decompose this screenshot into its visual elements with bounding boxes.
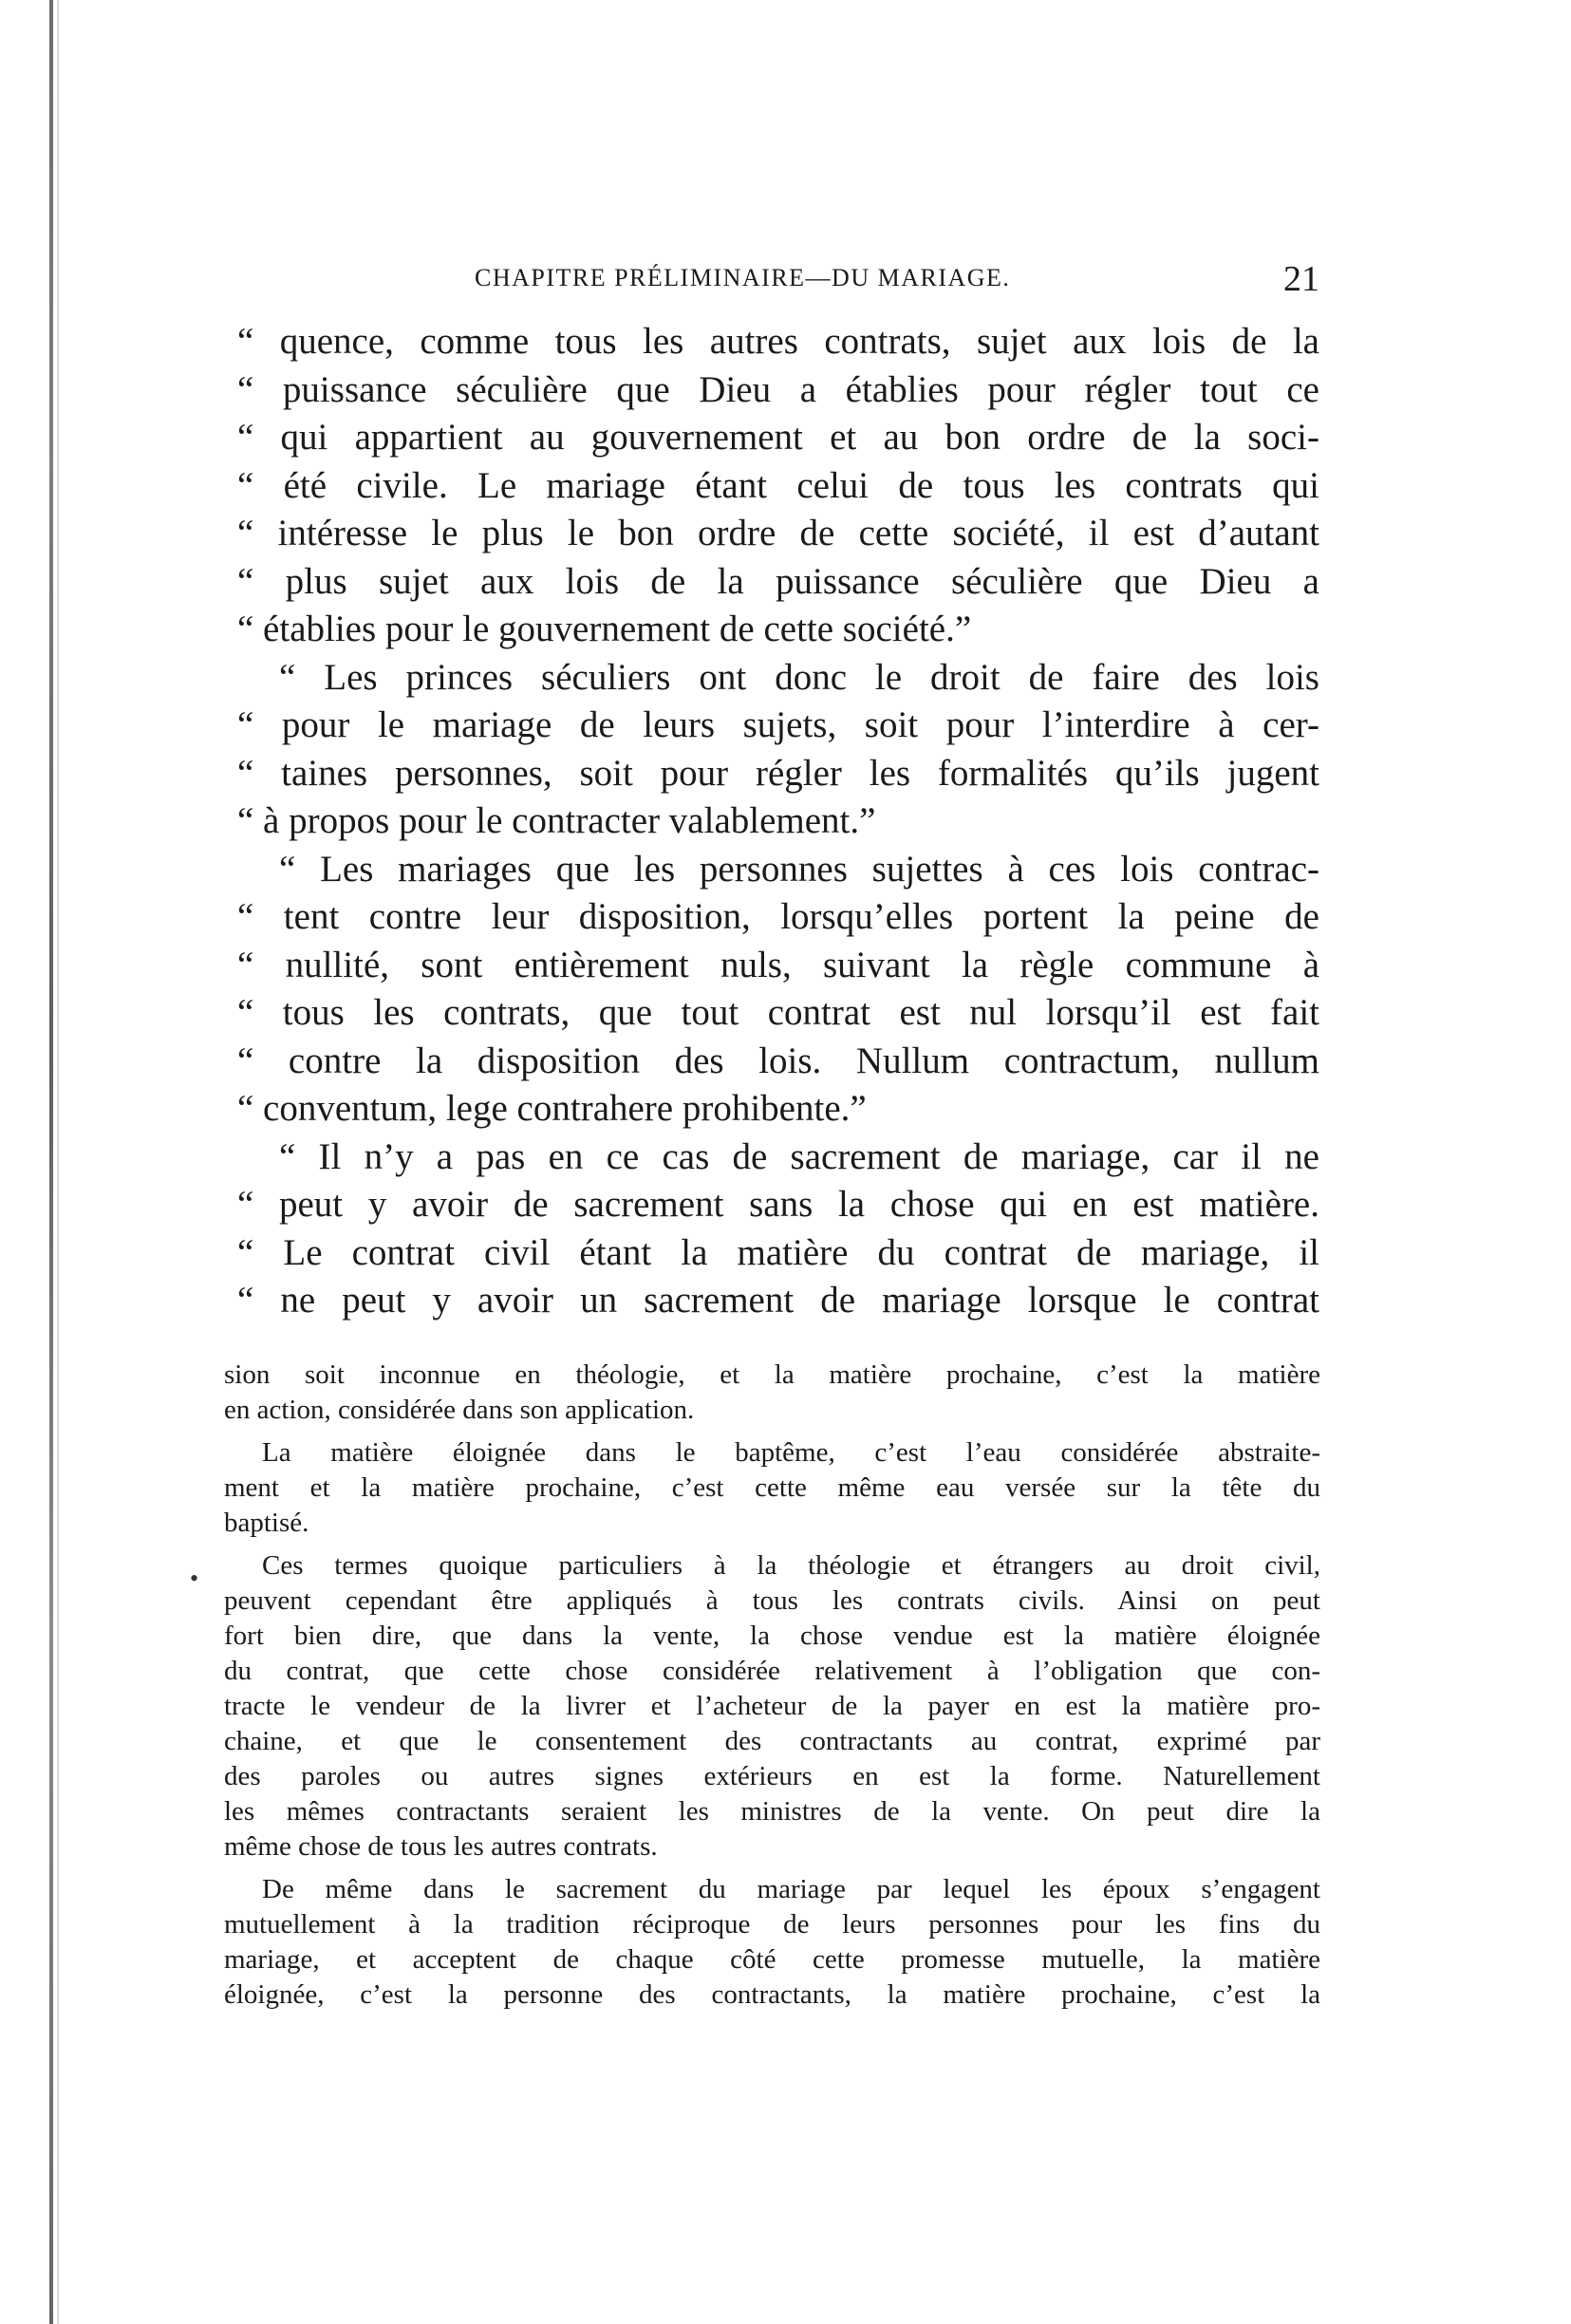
footnote-line: De même dans le sacrement du mariage par lequel les époux s’engagent [262, 1874, 1320, 1904]
footnote-line: éloignée, c’est la personne des contractants, la matière prochaine, c’est la [224, 1979, 1320, 2010]
text-line: “ à propos pour le contracter valablement.” [237, 800, 876, 841]
text-line: “ été civile. Le mariage étant celui de tous les contrats qui [237, 464, 1319, 506]
page-binding-edge [49, 0, 53, 2324]
stray-mark-icon: • [190, 1565, 199, 1592]
footnote-line: mariage, et acceptent de chaque côté cette promesse mutuelle, la matière [224, 1944, 1320, 1975]
text-line: “ contre la disposition des lois. Nullum contractum, nullum [237, 1040, 1319, 1081]
text-line: “ conventum, lege contrahere prohibente.” [237, 1088, 867, 1129]
footnote-paragraph [224, 1435, 1320, 1541]
footnote-line: tracte le vendeur de la livrer et l’acheteur de la payer en est la matière pro- [224, 1691, 1320, 1721]
text-line: “ peut y avoir de sacrement sans la chose qui en est matière. [237, 1184, 1319, 1225]
footnote-line: ment et la matière prochaine, c’est cette même eau versée sur la tête du [224, 1472, 1320, 1503]
text-line: “ nullité, sont entièrement nuls, suivant la règle commune à [237, 944, 1319, 985]
footnote-line: en action, considérée dans son application. [224, 1395, 695, 1425]
footnote-line: mutuellement à la tradition réciproque de leurs personnes pour les fins du [224, 1909, 1320, 1940]
text-line: “ intéresse le plus le bon ordre de cette société, il est d’autant [237, 513, 1319, 553]
footnote-line: des paroles ou autres signes extérieurs en est la forme. Naturellement [224, 1761, 1320, 1791]
footnote-line: du contrat, que cette chose considérée relativement à l’obligation que con- [224, 1656, 1320, 1686]
footnote-line: peuvent cependant être appliqués à tous les contrats civils. Ainsi on peut [224, 1585, 1320, 1616]
header-title: CHAPITRE PRÉLIMINAIRE—DU MARIAGE. [475, 264, 1011, 291]
footnote-block [224, 1358, 1320, 2020]
text-line: “ ne peut y avoir un sacrement de mariage lorsque le contrat [237, 1280, 1319, 1321]
text-line: “ quence, comme tous les autres contrats, sujet aux lois de la [237, 321, 1319, 362]
text-line: “ Les princes séculiers ont donc le droit de faire des lois [279, 656, 1319, 698]
text-line: “ Les mariages que les personnes sujettes à ces lois contrac- [279, 848, 1319, 890]
footnote-line: chaine, et que le consentement des contractants au contrat, exprimé par [224, 1726, 1320, 1756]
main-text-block [237, 318, 1319, 1325]
text-line: “ plus sujet aux lois de la puissance séculière que Dieu a [237, 560, 1319, 602]
footnote-line: fort bien dire, que dans la vente, la chose vendue est la matière éloignée [224, 1621, 1320, 1651]
footnote-line: les mêmes contractants seraient les ministres de la vente. On peut dire la [224, 1796, 1320, 1827]
text-line: “ qui appartient au gouvernement et au bon ordre de la soci- [237, 417, 1319, 458]
text-line: “ tous les contrats, que tout contrat est nul lorsqu’il est fait [237, 992, 1319, 1033]
page-number: 21 [1283, 259, 1319, 299]
page-binding-shadow [57, 0, 59, 2324]
footnote-line: Ces termes quoique particuliers à la théologie et étrangers au droit civil, [262, 1550, 1320, 1581]
text-line: “ puissance séculière que Dieu a établies pour régler tout ce [237, 368, 1319, 410]
running-header [475, 258, 1319, 306]
footnote-line: La matière éloignée dans le baptême, c’est l’eau considérée abstraite- [262, 1437, 1320, 1468]
text-line: “ Il n’y a pas en ce cas de sacrement de mariage, car il ne [279, 1135, 1319, 1177]
footnote-line: sion soit inconnue en théologie, et la matière prochaine, c’est la matière [224, 1359, 1320, 1390]
footnote-paragraph [224, 1548, 1320, 1865]
footnote-line: même chose de tous les autres contrats. [224, 1831, 658, 1862]
footnote-line: baptisé. [224, 1508, 309, 1538]
text-line: “ Le contrat civil étant la matière du contrat de mariage, il [237, 1231, 1319, 1273]
footnote-paragraph [224, 1872, 1320, 2013]
text-line: “ tent contre leur disposition, lorsqu’elles portent la peine de [237, 896, 1319, 937]
text-line: “ établies pour le gouvernement de cette société.” [237, 609, 972, 649]
text-line: “ taines personnes, soit pour régler les formalités qu’ils jugent [237, 752, 1319, 794]
text-line: “ pour le mariage de leurs sujets, soit pour l’interdire à cer- [237, 704, 1319, 745]
footnote-paragraph [224, 1358, 1320, 1428]
